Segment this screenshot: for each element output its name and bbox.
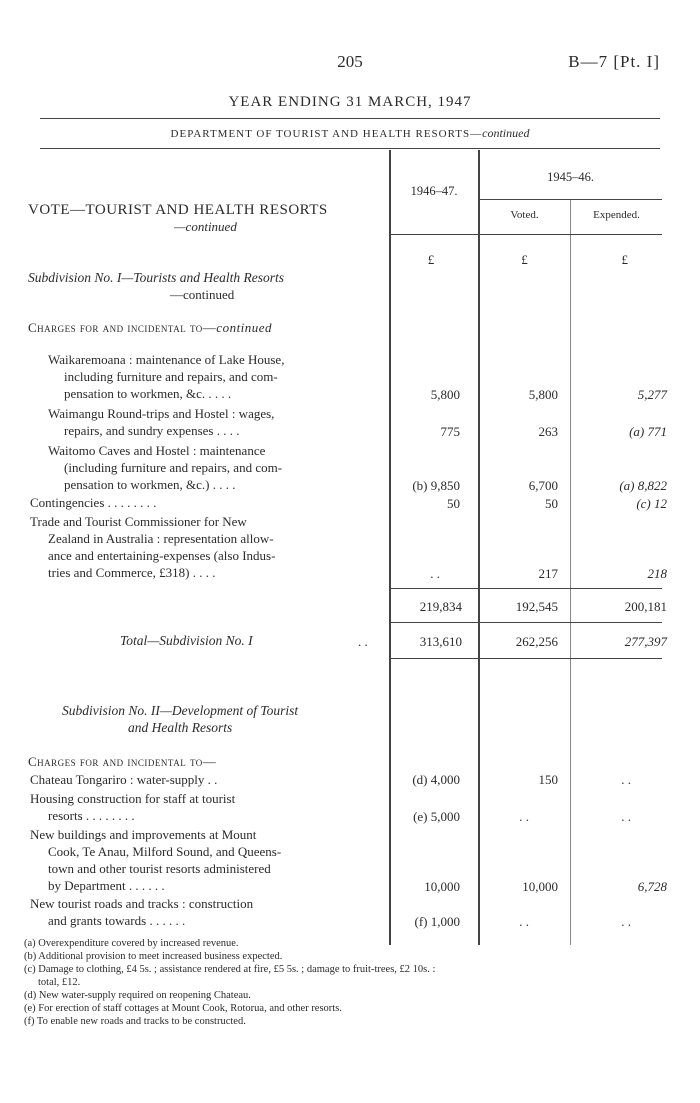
footnote-e: (e) For erection of staff cottages at Mount Cook, Rotorua, and other resorts. xyxy=(24,1003,342,1014)
department-name: DEPARTMENT OF TOURIST AND HEALTH RESORTS— xyxy=(170,128,483,140)
contingencies-1946: 50 xyxy=(447,496,460,511)
waitomo-voted: 6,700 xyxy=(528,478,558,493)
subtotal-rule xyxy=(389,588,662,589)
total-rule-bottom xyxy=(389,658,662,659)
department-title xyxy=(0,126,700,141)
col-voted-header: Voted. xyxy=(510,209,539,221)
subtotal-voted: 192,545 xyxy=(515,599,558,614)
chateau-1946: (d) 4,000 xyxy=(412,772,460,787)
chateau-expended: . . xyxy=(621,772,631,787)
waimangu-1946: 775 xyxy=(440,424,460,439)
subtotal-1946: 219,834 xyxy=(419,599,462,614)
buildings-1946: 10,000 xyxy=(424,879,460,894)
item-trade-line2: Zealand in Australia : representation allow- xyxy=(48,531,274,546)
subtotal-expended: 200,181 xyxy=(624,599,667,614)
trade-1946: . . xyxy=(430,566,440,581)
column-header-rule xyxy=(389,234,662,235)
item-roads-line1: New tourist roads and tracks : construction xyxy=(30,896,254,911)
waikaremoana-expended: 5,277 xyxy=(637,387,667,402)
total-rule-top xyxy=(389,622,662,623)
item-waitomo-line1: Waitomo Caves and Hostel : maintenance xyxy=(48,443,266,458)
buildings-expended: 6,728 xyxy=(637,879,667,894)
year-header-rule xyxy=(479,199,662,200)
item-trade-line3: ance and entertaining-expenses (also Indus- xyxy=(48,548,276,563)
footnote-c: (c) Damage to clothing, £4 5s. ; assistance rendered at fire, £5 5s. ; damage to fruit-trees, £2 10s. : xyxy=(24,964,436,975)
sub1-total-label: Total—Subdivision No. I xyxy=(120,633,253,648)
item-buildings-line4: by Department . . . . . . xyxy=(48,878,165,893)
waitomo-1946: (b) 9,850 xyxy=(412,478,460,493)
col-1945-header: 1945–46. xyxy=(547,170,594,184)
item-contingencies: Contingencies . . . . . . . . xyxy=(30,495,157,510)
buildings-voted: 10,000 xyxy=(522,879,558,894)
vote-title: VOTE—TOURIST AND HEALTH RESORTS xyxy=(28,202,328,218)
page-number: 205 xyxy=(337,52,363,71)
footnote-f: (f) To enable new roads and tracks to be constructed. xyxy=(24,1016,246,1027)
trade-voted: 217 xyxy=(538,566,558,581)
housing-expended: . . xyxy=(621,809,631,824)
total-expended: 277,397 xyxy=(624,634,667,649)
item-chateau: Chateau Tongariro : water-supply . . xyxy=(30,772,218,787)
year-title: YEAR ENDING 31 MARCH, 1947 xyxy=(228,94,472,110)
sub1-total-dots: . . xyxy=(358,634,368,649)
department-continued: continued xyxy=(482,126,530,140)
header-rule-bottom xyxy=(40,148,660,149)
footnote-c-cont: total, £12. xyxy=(38,977,81,988)
item-trade-line1: Trade and Tourist Commissioner for New xyxy=(30,514,247,529)
waikaremoana-voted: 5,800 xyxy=(528,387,558,402)
footnote-a: (a) Overexpenditure covered by increased revenue. xyxy=(24,938,239,949)
chateau-voted: 150 xyxy=(538,772,558,787)
pound-sign-1946: £ xyxy=(427,252,435,267)
roads-1946: (f) 1,000 xyxy=(414,914,460,929)
document-reference: B—7 [Pt. I] xyxy=(568,52,660,71)
col-expended-header: Expended. xyxy=(593,209,640,221)
roads-voted: . . xyxy=(519,914,529,929)
housing-voted: . . xyxy=(519,809,529,824)
item-waikaremoana-line2: including furniture and repairs, and com- xyxy=(64,369,278,384)
pound-sign-expended xyxy=(571,252,662,268)
item-buildings-line3: town and other tourist resorts administered xyxy=(48,861,271,876)
item-buildings-line2: Cook, Te Anau, Milford Sound, and Queens- xyxy=(48,844,282,859)
sub1-charges-cont: continued xyxy=(216,320,273,335)
item-housing-line2: resorts . . . . . . . . xyxy=(48,808,135,823)
item-buildings-line1: New buildings and improvements at Mount xyxy=(30,827,257,842)
item-waimangu-line1: Waimangu Round-trips and Hostel : wages, xyxy=(48,406,275,421)
sub1-charges-prefix: Charges for and incidental to— xyxy=(28,320,217,335)
sub2-charges-heading: Charges for and incidental to— xyxy=(28,754,217,769)
item-waitomo-line2: (including furniture and repairs, and com- xyxy=(64,460,283,475)
footnote-b: (b) Additional provision to meet increased business expected. xyxy=(24,951,283,962)
header-rule-top xyxy=(40,118,660,119)
waitomo-expended: (a) 8,822 xyxy=(619,478,667,493)
item-waikaremoana-line3: pensation to workmen, &c. . . . . xyxy=(64,386,232,401)
sub2-heading-cont: and Health Resorts xyxy=(128,720,233,735)
roads-expended: . . xyxy=(621,914,631,929)
item-trade-line4: tries and Commerce, £318) . . . . xyxy=(48,565,216,580)
sub1-heading: Subdivision No. I—Tourists and Health Resorts xyxy=(28,270,285,285)
footnote-d: (d) New water-supply required on reopening Chateau. xyxy=(24,990,251,1001)
item-roads-line2: and grants towards . . . . . . xyxy=(48,913,186,928)
waimangu-expended: (a) 771 xyxy=(629,424,667,439)
total-voted: 262,256 xyxy=(515,634,558,649)
housing-1946: (e) 5,000 xyxy=(413,809,460,824)
item-waimangu-line2: repairs, and sundry expenses . . . . xyxy=(64,423,240,438)
pound-sign-expended-text: £ xyxy=(621,252,628,267)
item-waitomo-line3: pensation to workmen, &c.) . . . . xyxy=(64,477,236,492)
col-1946-header: 1946–47. xyxy=(410,184,458,198)
sub2-heading: Subdivision No. II—Development of Tourist xyxy=(62,703,299,718)
contingencies-voted: 50 xyxy=(545,496,558,511)
pound-sign-voted: £ xyxy=(521,252,528,267)
vote-continued: —continued xyxy=(174,219,237,234)
sub1-heading-cont: —continued xyxy=(170,287,235,302)
waimangu-voted: 263 xyxy=(538,424,558,439)
trade-expended: 218 xyxy=(647,566,667,581)
column-divider-1 xyxy=(389,150,391,945)
column-divider-2 xyxy=(478,150,480,945)
contingencies-expended: (c) 12 xyxy=(636,496,667,511)
sub1-charges-heading xyxy=(28,320,272,336)
waikaremoana-1946: 5,800 xyxy=(430,387,460,402)
total-1946: 313,610 xyxy=(419,634,462,649)
item-waikaremoana-line1: Waikaremoana : maintenance of Lake House, xyxy=(48,352,285,367)
item-housing-line1: Housing construction for staff at tourist xyxy=(30,791,236,806)
